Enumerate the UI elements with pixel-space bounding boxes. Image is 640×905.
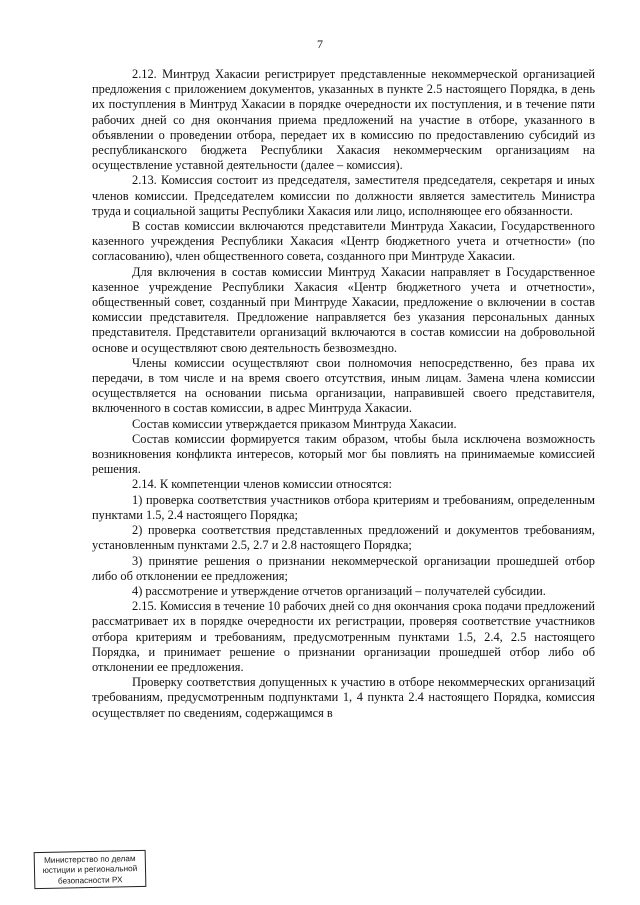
paragraph-member-powers: Члены комиссии осуществляют свои полномочия непосредственно, без права их передачи, в том числе и на время своего отсутствия, иным лицам. Замена члена комиссии осуществляется на основании письма организации, направившей своего представителя, включенного в состав комиссии, в адрес Минтруда Хакасии. [92, 355, 595, 416]
paragraph-2-15: 2.15. Комиссия в течение 10 рабочих дней со дня окончания срока подачи предложений рассматривает их в порядке очередности их регистрации, проверяя соответствие участников отбора критериям и требованиям, предусмотренным пунктами 1.5, 2.4, 2.5 настоящего Порядка, и принимает решение о признании организации прошедшей отбор либо об отклонении ее предложения. [92, 599, 595, 674]
paragraph-2-14: 2.14. К компетенции членов комиссии относятся: [132, 477, 392, 492]
list-item-4: 4) рассмотрение и утверждение отчетов организаций – получателей субсидии. [132, 583, 546, 598]
paragraph-commission-members: В состав комиссии включаются представители Минтруда Хакасии, Государственного казенного учреждения Республики Хакасия «Центр бюджетного учета и отчетности» (по согласованию), член общественного совета, созданного при Минтруде Хакасии. [92, 219, 595, 264]
paragraph-composition-approval: Состав комиссии утверждается приказом Минтруда Хакасии. [132, 416, 457, 431]
stamp-line: безопасности РХ [57, 875, 123, 886]
page-number: 7 [317, 37, 323, 51]
list-item-3: 3) принятие решения о признании некоммерческой организации прошедшей отбор либо об отклонении ее предложения; [92, 553, 595, 583]
paragraph-verification: Проверку соответствия допущенных к участию в отборе некоммерческих организаций требованиям, предусмотренным подпунктами 1, 4 пункта 2.4 настоящего Порядка, комиссия осуществляет по сведениям, содержащимся в [92, 675, 595, 720]
list-item-2: 2) проверка соответствия представленных предложений и документов требованиям, установленным пунктами 2.5, 2.7 и 2.8 настоящего Порядка; [92, 523, 595, 553]
paragraph-inclusion-procedure: Для включения в состав комиссии Минтруд Хакасии направляет в Государственное казенное учреждение Республики Хакасия «Центр бюджетного учета и отчетности», общественный совет, созданный при Минтруде Хакасии, предложение о включении в состав комиссии представителя. Предложение направляется без указания персональных данных представителя. Представители организаций включаются в состав комиссии на добровольной основе и осуществляют свою деятельность безвозмездно. [92, 264, 595, 355]
paragraph-conflict-of-interest: Состав комиссии формируется таким образом, чтобы была исключена возможность возникновения конфликта интересов, который мог бы повлиять на принимаемые комиссией решения. [92, 431, 595, 477]
registration-stamp [34, 850, 147, 889]
paragraph-2-13: 2.13. Комиссия состоит из председателя, заместителя председателя, секретаря и иных членов комиссии. Председателем комиссии по должности является заместитель Министра труда и социальной защиты Республики Хакасия или лицо, исполняющее его обязанности. [92, 173, 595, 218]
stamp-line: Министерство по делам [43, 854, 136, 865]
list-item-1: 1) проверка соответствия участников отбора критериям и требованиям, определенным пунктами 1.5, 2.4 настоящего Порядка; [92, 492, 595, 522]
paragraph-2-12: 2.12. Минтруд Хакасии регистрирует представленные некоммерческой организацией предложения с приложением документов, указанных в пункте 2.5 настоящего Порядка, в день их поступления в Минтруд Хакасии в порядке очередности их поступления, и в течение пяти рабочих дней со дня окончания приема предложений на участие в отборе, указанного в объявлении о проведении отбора, передает их в комиссию по предоставлению субсидий из республиканского бюджета Республики Хакасия некоммерческим организациям на осуществление уставной деятельности (далее – комиссия). [92, 67, 595, 173]
stamp-line: юстиции и региональной [42, 864, 138, 876]
document-body [92, 67, 595, 721]
